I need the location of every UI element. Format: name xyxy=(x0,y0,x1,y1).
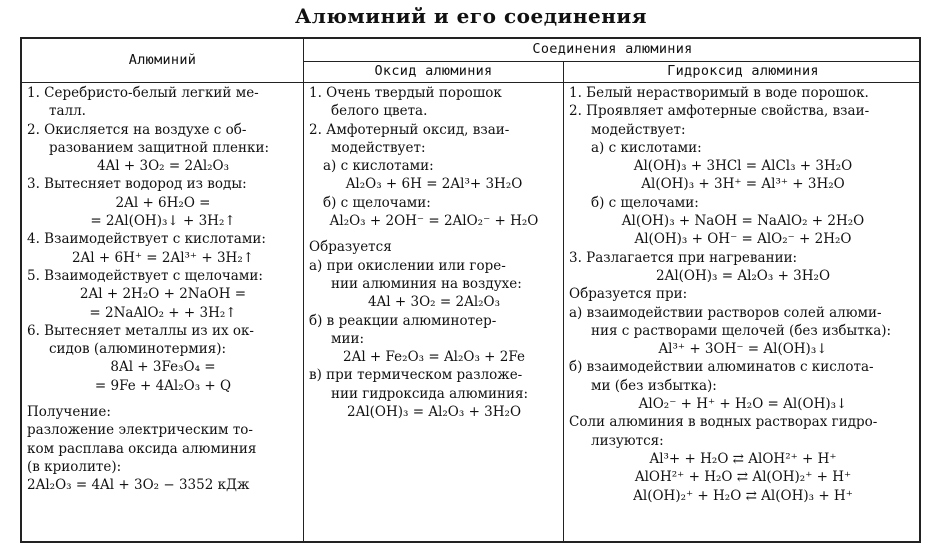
aluminum-column xyxy=(27,84,299,539)
equation: = 2Al(OH)₃↓ + 3H₂↑ xyxy=(90,213,236,230)
equation: AlOH²⁺ + H₂O ⇄ Al(OH)₂⁺ + H⁺ xyxy=(634,469,852,486)
equation: Al(OH)₃ + NaOH = NaAlO₂ + 2H₂O xyxy=(621,213,865,230)
equation: = 2NaAlO₂ + + 3H₂↑ xyxy=(89,304,237,321)
text-line: нии гидроксида алюминия: xyxy=(331,385,529,402)
text-line: сидов (алюминотермия): xyxy=(49,341,227,358)
header-oxide: Оксид алюминия xyxy=(374,63,493,79)
text-line: б) в реакции алюминотер- xyxy=(309,312,497,329)
text-line: талл. xyxy=(49,103,86,120)
section-heading: Образуется при: xyxy=(569,286,688,303)
equation: 2Al + 6H⁺ = 2Al³⁺ + 3H₂↑ xyxy=(71,249,255,266)
text-line: 3. Вытесняет водород из воды: xyxy=(27,176,247,193)
text-line: в) при термическом разложе- xyxy=(309,367,523,384)
text-line: 4. Взаимодействует с кислотами: xyxy=(27,231,266,248)
text-line: 2. Амфотерный оксид, взаи- xyxy=(309,121,510,138)
equation: Al³⁺ + 3OH⁻ = Al(OH)₃↓ xyxy=(658,341,828,358)
equation: 2Al(OH)₃ = Al₂O₃ + 3H₂O xyxy=(655,267,831,284)
equation: 2Al(OH)₃ = Al₂O₃ + 3H₂O xyxy=(346,404,522,421)
equation: 8Al + 3Fe₃O₄ = xyxy=(110,359,216,376)
text-line: а) с кислотами: xyxy=(323,158,434,175)
text-line: б) с щелочами: xyxy=(591,194,699,211)
text-line: 1. Серебристо-белый легкий ме- xyxy=(27,85,259,101)
divider-aluminum-oxide xyxy=(303,39,304,541)
text-line: а) при окислении или горе- xyxy=(309,257,506,274)
equation: Al(OH)₂⁺ + H₂O ⇄ Al(OH)₃ + H⁺ xyxy=(633,487,853,504)
header-aluminum: Алюминий xyxy=(128,52,197,68)
equation: Al₂O₃ + 6H = 2Al³+ 3H₂O xyxy=(345,176,523,193)
divider-header-body xyxy=(22,82,919,83)
text-line: б) с щелочами: xyxy=(323,194,431,211)
hydroxide-column xyxy=(569,84,917,539)
text-line: 2. Проявляет амфотерные свойства, взаи- xyxy=(569,103,870,120)
equation: Al(OH)₃ + 3H⁺ = Al³⁺ + 3H₂O xyxy=(641,176,845,193)
equation: Al³+ + H₂O ⇄ AlOH²⁺ + H⁺ xyxy=(649,450,837,467)
text-line: (в криолите): xyxy=(27,458,122,475)
text-line: ми (без избытка): xyxy=(591,377,717,394)
header-hydroxide: Гидроксид алюминия xyxy=(667,63,819,79)
equation: 4Al + 3O₂ = 2Al₂O₃ xyxy=(367,294,501,311)
oxide-column xyxy=(309,84,559,539)
equation: Al(OH)₃ + OH⁻ = AlO₂⁻ + 2H₂O xyxy=(634,231,852,248)
text-line: ния с растворами щелочей (без избытка): xyxy=(591,322,892,339)
text-line: белого цвета. xyxy=(331,103,428,120)
text-line: ком расплава оксида алюминия xyxy=(27,440,257,457)
text-line: Соли алюминия в водных растворах гидро- xyxy=(569,414,878,431)
equation: Al(OH)₃ + 3HCl = AlCl₃ + 3H₂O xyxy=(633,158,853,175)
equation: 2Al + 2H₂O + 2NaOH = xyxy=(79,286,247,303)
equation: 2Al₂O₃ = 4Al + 3O₂ − 3352 кДж xyxy=(27,477,250,494)
text-line: 3. Разлагается при нагревании: xyxy=(569,249,798,266)
section-heading: Получение: xyxy=(27,404,111,421)
equation: 2Al + 6H₂O = xyxy=(115,194,211,211)
equation: 2Al + Fe₂O₃ = Al₂O₃ + 2Fe xyxy=(342,349,525,366)
equation: Al₂O₃ + 2OH⁻ = 2AlO₂⁻ + H₂O xyxy=(329,213,539,230)
text-line: 6. Вытесняет металлы из их ок- xyxy=(27,322,254,339)
equation: 4Al + 3O₂ = 2Al₂O₃ xyxy=(96,158,230,175)
page-title: Алюминий и его соединения xyxy=(295,4,647,28)
text-line: разложение электрическим то- xyxy=(27,422,253,439)
equation: = 9Fe + 4Al₂O₃ + Q xyxy=(94,377,232,394)
text-line: а) с кислотами: xyxy=(591,139,702,156)
text-line: 1. Белый нерастворимый в воде порошок. xyxy=(569,85,869,101)
text-line: модействует: xyxy=(591,121,686,138)
section-heading: Образуется xyxy=(309,239,392,256)
text-line: нии алюминия на воздухе: xyxy=(331,275,522,292)
divider-compounds-header xyxy=(303,61,919,62)
aluminum-table xyxy=(20,37,921,543)
text-line: 2. Окисляется на воздухе с об- xyxy=(27,121,247,138)
text-line: модействует: xyxy=(331,139,426,156)
text-line: лизуются: xyxy=(591,432,664,449)
text-line: 5. Взаимодействует с щелочами: xyxy=(27,267,263,284)
equation: AlO₂⁻ + H⁺ + H₂O = Al(OH)₃↓ xyxy=(638,396,848,413)
divider-oxide-hydroxide xyxy=(563,62,564,541)
text-line: мии: xyxy=(331,330,365,347)
text-line: 1. Очень твердый порошок xyxy=(309,85,502,101)
header-compounds: Соединения алюминия xyxy=(532,41,693,57)
text-line: б) взаимодействии алюминатов с кислота- xyxy=(569,359,874,376)
text-line: разованием защитной пленки: xyxy=(49,139,269,156)
text-line: а) взаимодействии растворов солей алюми- xyxy=(569,304,882,321)
